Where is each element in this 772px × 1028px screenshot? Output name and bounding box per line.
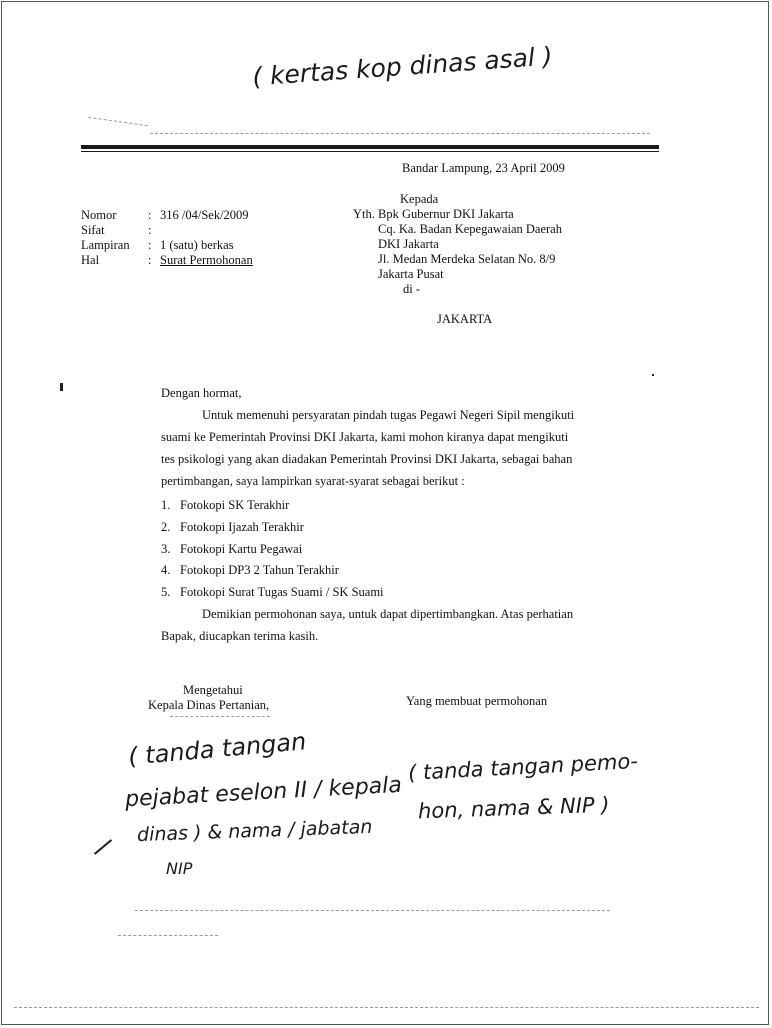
list-number: 2. — [161, 520, 171, 534]
handwritten-signature-note-left: ( tanda tangan — [127, 727, 308, 771]
meta-value-hal: Surat Permohonan — [160, 253, 253, 267]
meta-label-nomor: Nomor — [81, 208, 117, 222]
body-line: suami ke Pemerintah Provinsi DKI Jakarta, kami mohon kiranya dapat mengikuti — [161, 430, 569, 444]
body-line: tes psikologi yang akan diadakan Pemerintah Provinsi DKI Jakarta, sebagai bahan — [161, 452, 573, 466]
recipient-kepada: Kepada — [400, 192, 439, 206]
meta-sep: : — [148, 223, 152, 237]
body-line: Untuk memenuhi persyaratan pindah tugas Pegawi Negeri Sipil mengikuti — [202, 408, 575, 422]
scan-artifact-line — [170, 716, 270, 717]
list-item — [161, 498, 289, 513]
meta-sep: : — [148, 238, 152, 252]
list-number: 4. — [161, 563, 171, 577]
meta-label-sifat: Sifat — [81, 223, 105, 237]
recipient-line: DKI Jakarta — [378, 237, 439, 251]
salutation: Dengan hormat, — [161, 386, 242, 400]
list-item — [161, 520, 304, 535]
scan-artifact-line — [135, 910, 610, 911]
recipient-line: Jakarta Pusat — [378, 267, 444, 281]
meta-value-nomor: 316 /04/Sek/2009 — [160, 208, 249, 222]
recipient-line: Yth. Bpk Gubernur DKI Jakarta — [353, 207, 514, 221]
closing-line: Bapak, diucapkan terima kasih. — [161, 629, 319, 643]
letterhead-rule-thick — [81, 145, 659, 149]
recipient-line: Cq. Ka. Badan Kepegawaian Daerah — [378, 222, 562, 236]
recipient-line: Jl. Medan Merdeka Selatan No. 8/9 — [378, 252, 556, 266]
list-number: 1. — [161, 498, 171, 512]
place-date: Bandar Lampung, 23 April 2009 — [402, 161, 565, 175]
list-text: Fotokopi SK Terakhir — [180, 498, 290, 512]
sign-left-title: Kepala Dinas Pertanian, — [148, 698, 270, 712]
scan-artifact-line — [14, 1007, 759, 1008]
scan-speck — [60, 383, 63, 391]
body-line: pertimbangan, saya lampirkan syarat-syarat sebagai berikut : — [161, 474, 465, 488]
sign-right-title: Yang membuat permohonan — [406, 694, 548, 708]
list-item — [161, 542, 302, 557]
recipient-di: di - — [403, 282, 421, 296]
meta-value-lampiran: 1 (satu) berkas — [160, 238, 234, 252]
letterhead-handwritten-note: ( kertas kop dinas asal ) — [251, 41, 554, 92]
sign-left-title: Mengetahui — [183, 683, 243, 697]
letterhead-rule-thin — [81, 151, 659, 152]
meta-sep: : — [148, 208, 152, 222]
list-number: 3. — [161, 542, 171, 556]
list-number: 5. — [161, 585, 171, 599]
handwritten-signature-note-left: NIP — [166, 859, 193, 878]
scan-speck — [652, 374, 654, 376]
closing-line: Demikian permohonan saya, untuk dapat dipertimbangkan. Atas perhatian — [202, 607, 574, 621]
list-text: Fotokopi Kartu Pegawai — [180, 542, 303, 556]
list-text: Fotokopi DP3 2 Tahun Terakhir — [180, 563, 339, 577]
meta-label-lampiran: Lampiran — [81, 238, 130, 252]
scan-artifact-line — [150, 133, 650, 134]
scan-artifact-line — [118, 935, 218, 936]
recipient-city: JAKARTA — [437, 312, 493, 326]
list-text: Fotokopi Ijazah Terakhir — [180, 520, 304, 534]
list-item — [161, 563, 339, 578]
meta-sep: : — [148, 253, 152, 267]
meta-label-hal: Hal — [81, 253, 100, 267]
list-item — [161, 585, 384, 600]
handwritten-signature-note-right: ( tanda tangan pemo- — [407, 749, 639, 785]
list-text: Fotokopi Surat Tugas Suami / SK Suami — [180, 585, 384, 599]
page-border — [1, 1, 769, 1025]
handwritten-signature-note-left: dinas ) & nama / jabatan — [136, 815, 373, 847]
handwritten-signature-note-right: hon, nama & NIP ) — [417, 792, 610, 824]
handwritten-signature-note-left: pejabat eselon II / kepala — [124, 772, 403, 813]
